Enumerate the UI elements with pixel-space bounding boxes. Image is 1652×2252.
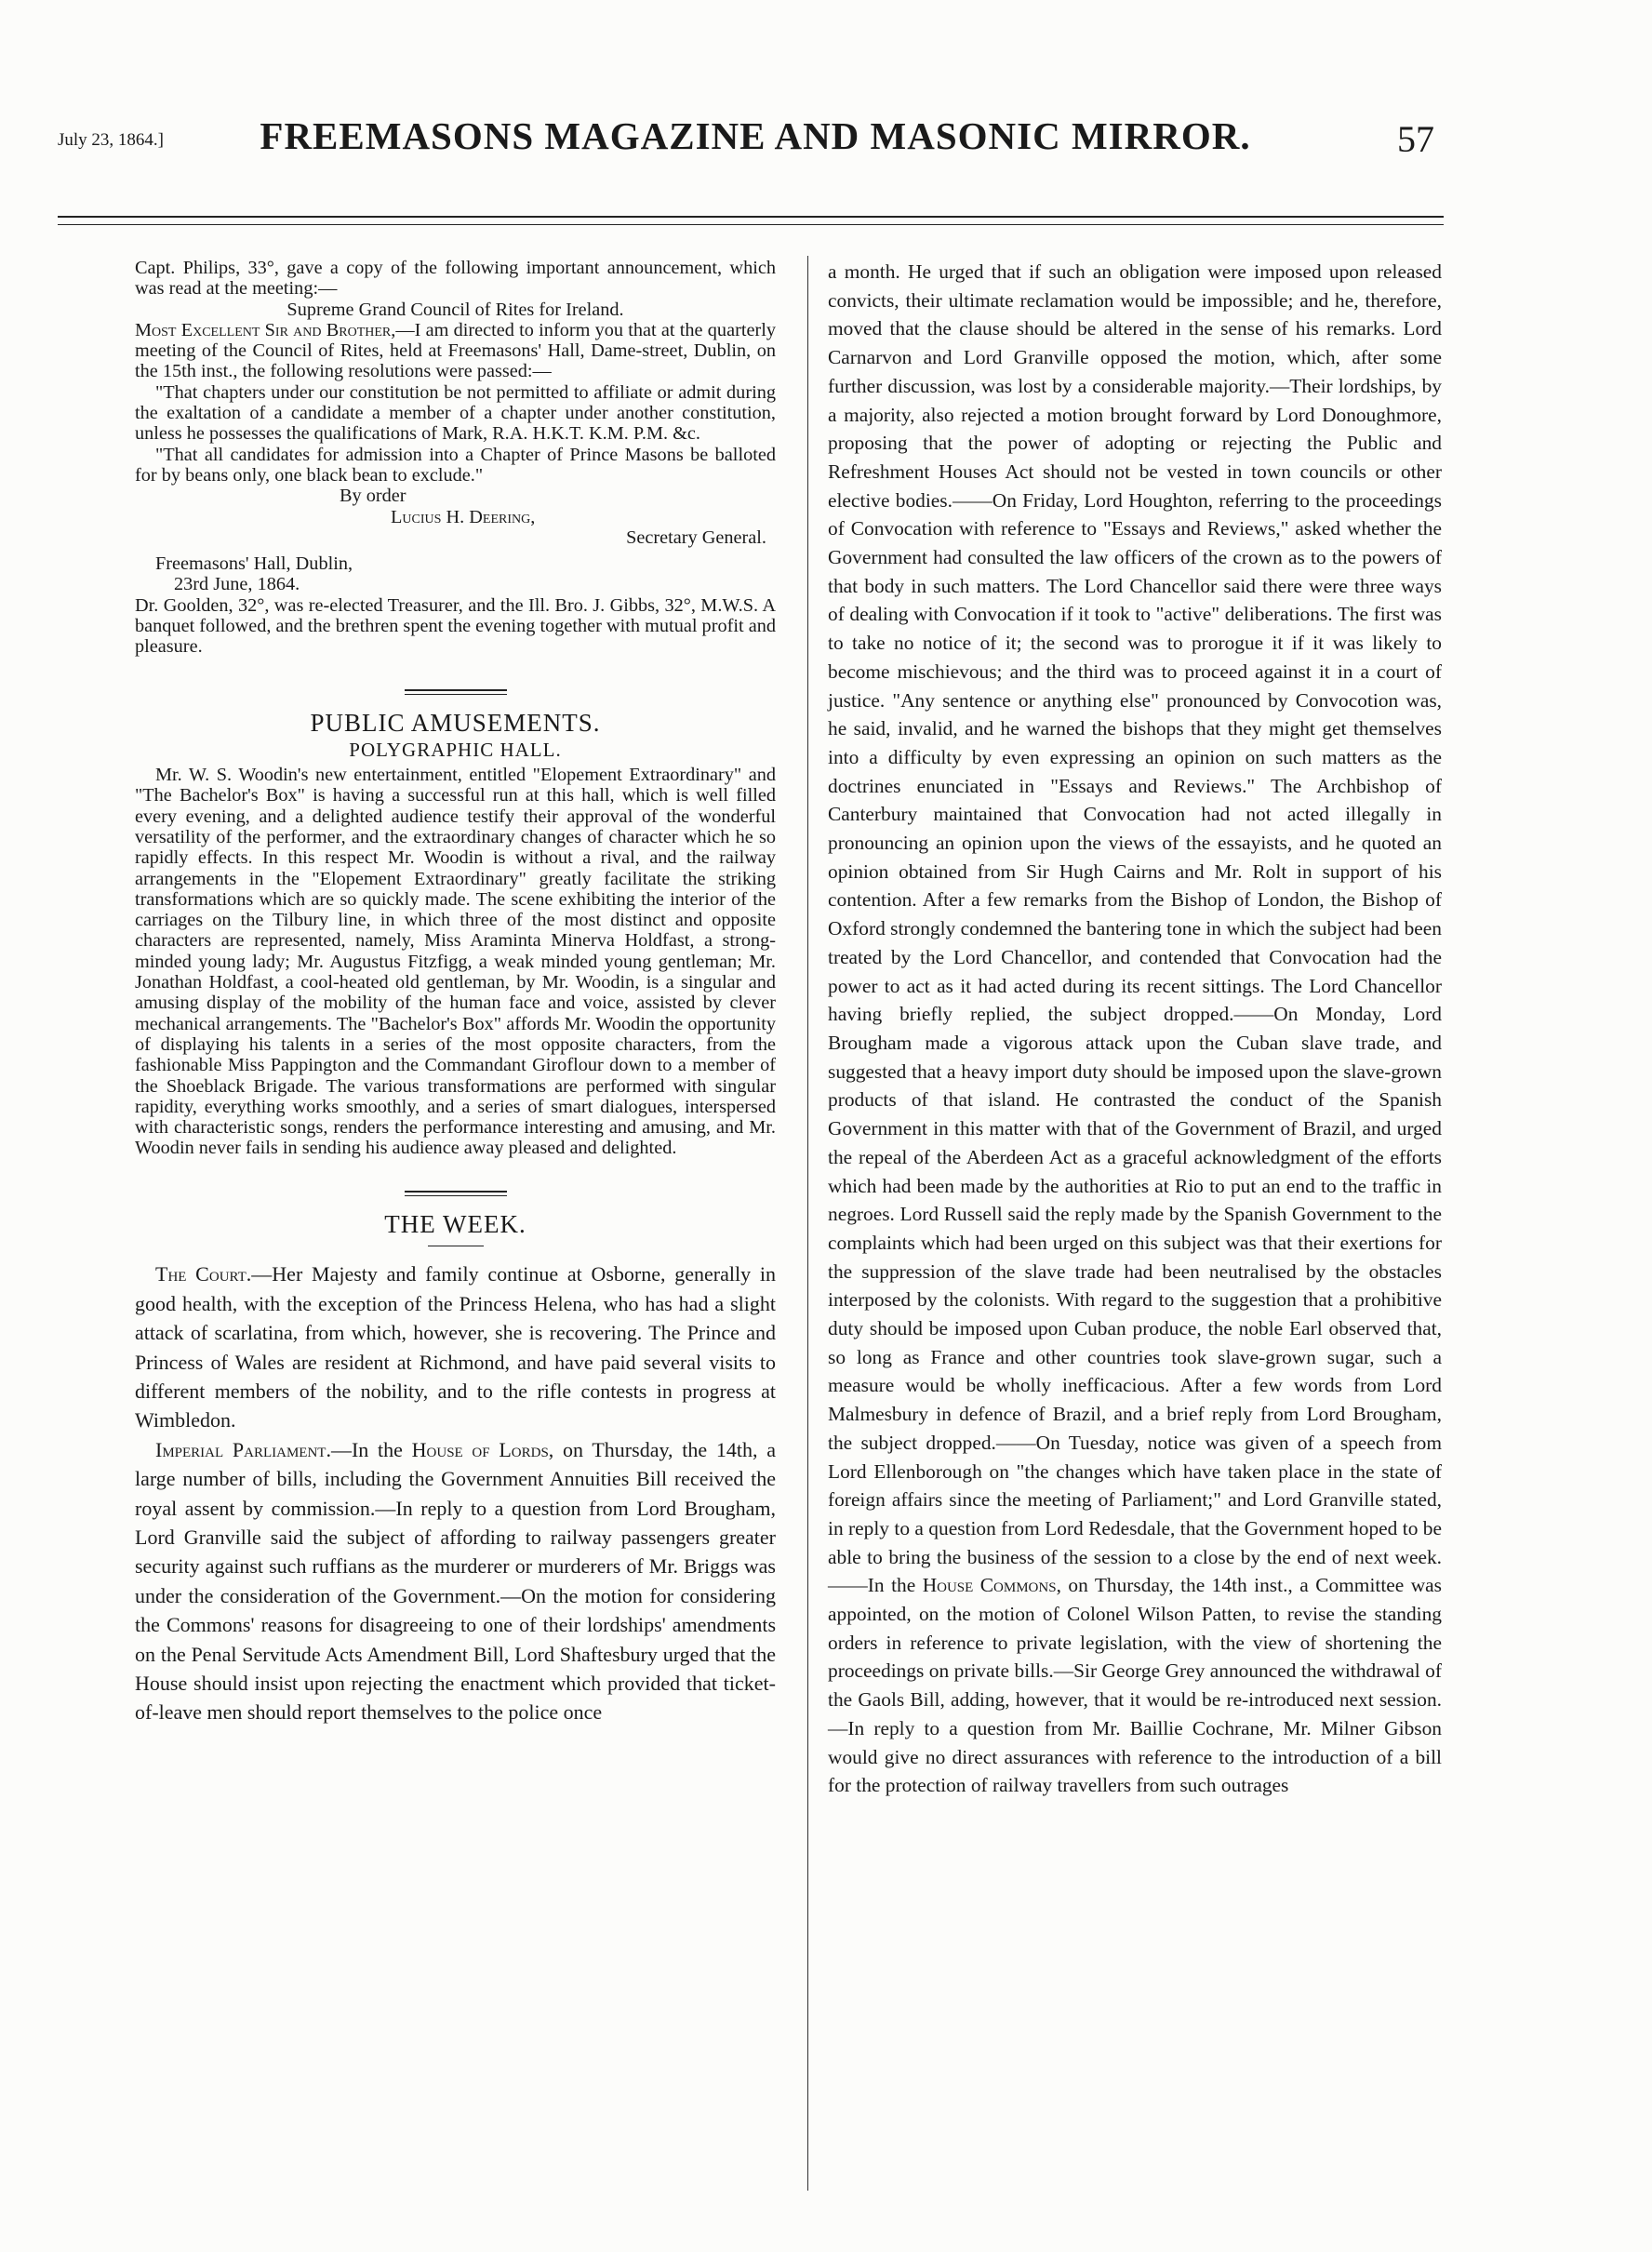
polygraphic-text: Mr. W. S. Woodin's new entertainment, entitled "Elopement Extraordinary" and "The Bachelor's Box" is having a successful run at this hall, which is well filled every evening, and a delighted audience testify their approval of the wonderful versatility of the performer, and the extraordinary changes of character which he so rapidly effects. In this respect Mr. Woodin is without a rival, and the railway arrangements in the "Elopement Extraordinary" greatly facilitate the striking transformations which are so quickly made. The scene exhibiting the interior of the carriages on the Tilbury line, in which three of the most distinct and opposite characters are represented, namely, Miss Araminta Minerva Holdfast, a strong-minded young lady; Mr. Augustus Fitzfigg, a weak minded young gentleman; Mr. Jonathan Holdfast, a cool-heated old gentleman, by Mr. Woodin, is a singular and amusing display of the mobility of the human face and voice, assisted by clever mechanical arrangements. The "Bachelor's Box" affords Mr. Woodin the opportunity of displaying his talents in a series of the most opposite characters, from the fashionable Miss Pappington and the Commandant Giroflour down to a member of the Shoeblack Brigade. The various transformations are performed with singular rapidity, everything works smoothly, and a series of smart dialogues, interspersed with characteristic songs, renders the performance interesting and amusing, and Mr. Woodin never fails in sending his audience away pleased and delighted. <box>135 765 776 1159</box>
issue-date: July 23, 1864.] <box>58 130 164 150</box>
letter-body <box>135 320 776 382</box>
masthead-rule-top <box>58 216 1444 218</box>
lords-lead: House of Lords <box>411 1437 549 1461</box>
commons-lead: House Commons <box>922 1574 1057 1597</box>
council-name: Supreme Grand Council of Rites for Ireland. <box>286 299 624 320</box>
parliament-paragraph <box>135 1435 776 1727</box>
polygraphic-heading: POLYGRAPHIC HALL. <box>349 739 562 762</box>
closing-paragraph: Dr. Goolden, 32°, was re-elected Treasurer, and the Ill. Bro. J. Gibbs, 32°, M.W.S. A banquet followed, and the brethren spent the evening together with mutual profit and pleasure. <box>135 594 776 658</box>
letter-place: Freemasons' Hall, Dublin, <box>155 553 353 575</box>
resolution-1: "That chapters under our constitution be not permitted to affiliate or admit during the exaltation of a candidate a member of a chapter under another constitution, unless he possesses the qualifications of Mark, R.A. H.K.T. K.M. P.M. &c. <box>135 381 776 445</box>
left-column <box>135 258 776 1727</box>
parliament-lead: Imperial Parliament. <box>155 1437 331 1461</box>
masthead <box>58 99 1453 164</box>
parliament-text-b: , on Thursday, the 14th, a large number of bills, including the Government Annuities Bill received the royal assent by commission.—In reply to a question from Lord Brougham, Lord Granville said the subject of affording to railway passengers greater security against such ruffians as the murderer or murderers of Mr. Briggs was under the consideration of the Government.—On the motion for considering the Commons' reasons for disagreeing to one of their lordships' amendments on the Penal Servitude Acts Amendment Bill, Lord Shaftesbury urged that the House should insist upon rejecting the enactment which provided that ticket-of-leave men should report themselves to the police once <box>135 1437 776 1725</box>
by-order: By order <box>340 486 406 507</box>
salutation: Most Excellent Sir and Brother, <box>135 319 396 340</box>
letter-text: —I am directed to inform you that at the quarterly meeting of the Council of Rites, held at Freemasons' Hall, Dame-street, Dublin, on the 15th inst., the following resolutions were passed:— <box>135 319 776 382</box>
section-separator <box>405 1191 507 1196</box>
rites-intro: Capt. Philips, 33°, gave a copy of the following important announcement, which was read at the meeting:— <box>135 258 776 300</box>
right-column <box>828 258 1442 1800</box>
week-heading: THE WEEK. <box>384 1209 526 1238</box>
section-separator <box>405 689 507 695</box>
page-number: 57 <box>1397 118 1434 160</box>
magazine-title: FREEMASONS MAGAZINE AND MASONIC MIRROR. <box>260 114 1251 157</box>
masthead-rule-bottom <box>58 224 1444 225</box>
column-divider <box>807 256 808 2191</box>
parliament-continued <box>828 258 1442 1800</box>
parliament-text-a: —In the <box>330 1437 412 1461</box>
signatory: Lucius H. Deering, <box>391 506 536 527</box>
letter-date: 23rd June, 1864. <box>174 574 300 595</box>
amusements-heading: PUBLIC AMUSEMENTS. <box>310 708 601 737</box>
right-text-b: , on Thursday, the 14th inst., a Committee was appointed, on the motion of Colonel Wilson Patten, to revise the standing orders in reference to private legislation, with the view of shortening the proceedings on private bills.—Sir George Grey announced the withdrawal of the Gaols Bill, adding, however, that it would be re-introduced next session.—In reply to a question from Mr. Baillie Cochrane, Mr. Milner Gibson would give no direct assurances with reference to the introduction of a bill for the protection of railway travellers from such outrages <box>828 1574 1442 1797</box>
court-text: —Her Majesty and family continue at Osborne, generally in good health, with the exception of the Princess Helena, who has had a slight attack of scarlatina, from which, however, she is recovering. The Prince and Princess of Wales are resident at Richmond, and have paid several visits to different members of the nobility, and to the rifle contests in progress at Wimbledon. <box>135 1262 776 1432</box>
signatory-title: Secretary General. <box>626 526 766 548</box>
court-paragraph <box>135 1259 776 1434</box>
resolution-2: "That all candidates for admission into a Chapter of Prince Masons be balloted for by beans only, one black bean to exclude." <box>135 444 776 486</box>
right-text-a: a month. He urged that if such an obligation were imposed upon released convicts, their ultimate reclamation would be impossible; and he, therefore, moved that the clause should be altered in the sense of his remarks. Lord Carnarvon and Lord Granville opposed the motion, which, after some further discussion, was lost by a considerable majority.—Their lordships, by a majority, also rejected a motion brought forward by Lord Donoughmore, proposing that the power of adopting or rejecting the Public and Refreshment Houses Act should not be vested in town councils or other elective bodies.——On Friday, Lord Houghton, referring to the proceedings of Convocation with reference to "Essays and Reviews," asked whether the Government had consulted the law officers of the crown as to the powers of that body in such matters. The Lord Chancellor said there were three ways of dealing with Convocation if it took to "active" deliberations. The first was to take no notice of it; the second was to prorogue it if it was likely to become mischievous; and the third was to proceed against it in a court of justice. "Any sentence or anything else" pronounced by Convocotion was, he said, invalid, and he warned the bishops that they might get themselves into a difficulty by even expressing an opinion on such matters as the doctrines enunciated in "Essays and Reviews." The Archbishop of Canterbury maintained that Convocation had not acted illegally in pronouncing an opinion upon the views of the essayists, and he quoted an opinion obtained from Sir Hugh Cairns and Mr. Rolt in support of his contention. After a few remarks from the Bishop of London, the Bishop of Oxford strongly condemned the bantering tone in which the subject had been treated by the Lord Chancellor, and contended that Convocation had the power to act as it had acted during its recent sittings. The Lord Chancellor having briefly replied, the subject dropped.——On Monday, Lord Brougham made a vigorous attack upon the Cuban slave trade, and suggested that a heavy import duty should be imposed upon the slave-grown products of that island. He contrasted the conduct of the Spanish Government in this matter with that of the Government of Brazil, and urged the repeal of the Aberdeen Act as a graceful acknowledgment of the efforts which had been made by the authorities at Rio to put an end to the traffic in negroes. Lord Russell said the reply made by the Spanish Government to the complaints which had been urged on this subject was that their exertions for the suppression of the slave trade had been neutralised by the obstacles interposed by the colonists. With regard to the suggestion that a prohibitive duty should be imposed upon Cuban produce, the noble Earl observed that, so long as France and other countries took slave-grown sugar, such a measure would be wholly inefficacious. After a few words from Lord Malmesbury in defence of Brazil, and a brief reply from Lord Brougham, the subject dropped.——On Tuesday, notice was given of a speech from Lord Ellenborough on "the changes which have taken place in the state of foreign affairs since the meeting of Parliament;" and Lord Granville stated, in reply to a question from Lord Redesdale, that the Government hoped to be able to bring the business of the session to a close by the end of next week.——In the <box>828 260 1442 1597</box>
court-lead: The Court. <box>155 1262 252 1286</box>
